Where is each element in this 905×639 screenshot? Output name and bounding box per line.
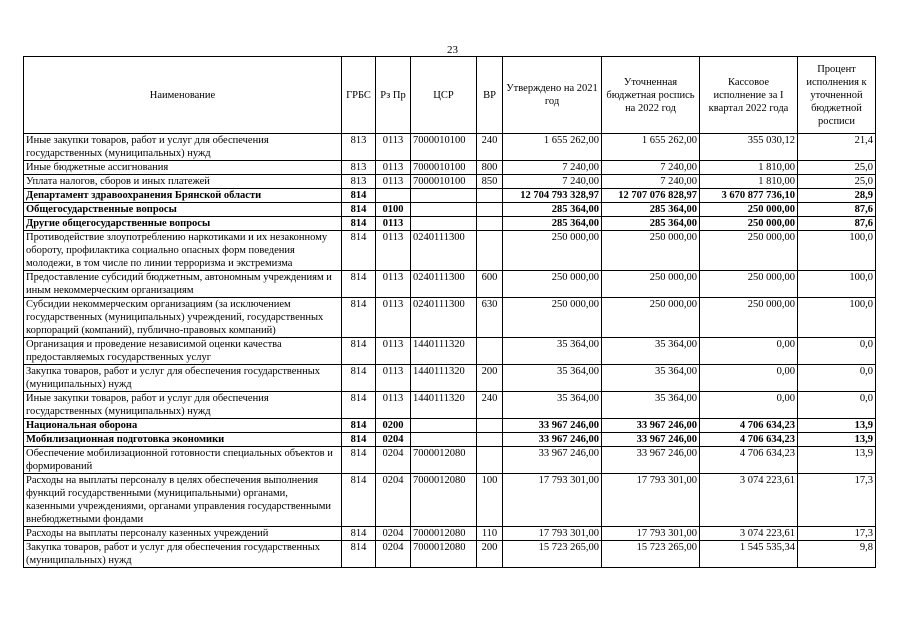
cell-approved: 35 364,00 [503,365,602,392]
cell-approved: 33 967 246,00 [503,419,602,433]
table-row [24,134,876,161]
cell-approved: 33 967 246,00 [503,433,602,447]
cell-percent: 25,0 [798,175,876,189]
cell-grbs: 814 [342,338,376,365]
cell-csr: 7000010100 [411,161,477,175]
cell-approved: 250 000,00 [503,271,602,298]
cell-name: Расходы на выплаты персоналу казенных учреждений [24,527,342,541]
cell-rzpr: 0204 [376,541,411,568]
cell-refined: 12 707 076 828,97 [602,189,700,203]
cell-percent: 100,0 [798,298,876,338]
cell-approved: 35 364,00 [503,392,602,419]
cell-csr [411,203,477,217]
cell-refined: 33 967 246,00 [602,419,700,433]
cell-grbs: 814 [342,203,376,217]
cell-name: Иные закупки товаров, работ и услуг для обеспечения государственных (муниципальных) нужд [24,134,342,161]
cell-cash: 0,00 [700,365,798,392]
cell-grbs: 814 [342,231,376,271]
cell-refined: 35 364,00 [602,338,700,365]
cell-approved: 1 655 262,00 [503,134,602,161]
cell-name: Иные закупки товаров, работ и услуг для обеспечения государственных (муниципальных) нужд [24,392,342,419]
cell-name: Иные бюджетные ассигнования [24,161,342,175]
cell-csr: 1440111320 [411,392,477,419]
cell-name: Закупка товаров, работ и услуг для обеспечения государственных (муниципальных) нужд [24,541,342,568]
cell-csr: 7000010100 [411,134,477,161]
cell-percent: 0,0 [798,392,876,419]
cell-vr: 240 [477,392,503,419]
cell-rzpr: 0204 [376,527,411,541]
cell-cash: 4 706 634,23 [700,419,798,433]
cell-rzpr: 0113 [376,134,411,161]
table-row [24,189,876,203]
cell-cash: 0,00 [700,338,798,365]
cell-cash: 4 706 634,23 [700,433,798,447]
cell-name: Общегосударственные вопросы [24,203,342,217]
cell-percent: 21,4 [798,134,876,161]
cell-rzpr: 0204 [376,447,411,474]
cell-rzpr: 0113 [376,217,411,231]
cell-cash: 250 000,00 [700,298,798,338]
cell-refined: 7 240,00 [602,161,700,175]
cell-percent: 100,0 [798,271,876,298]
cell-vr: 800 [477,161,503,175]
cell-refined: 285 364,00 [602,217,700,231]
header-vr: ВР [477,57,503,134]
cell-cash: 3 670 877 736,10 [700,189,798,203]
cell-percent: 28,9 [798,189,876,203]
cell-grbs: 814 [342,419,376,433]
cell-csr [411,189,477,203]
cell-grbs: 814 [342,189,376,203]
table-row [24,338,876,365]
cell-refined: 285 364,00 [602,203,700,217]
header-csr: ЦСР [411,57,477,134]
cell-grbs: 814 [342,474,376,527]
cell-cash: 250 000,00 [700,203,798,217]
cell-approved: 250 000,00 [503,298,602,338]
cell-percent: 100,0 [798,231,876,271]
cell-name: Организация и проведение независимой оценки качества предоставляемых государственных услуг [24,338,342,365]
cell-refined: 33 967 246,00 [602,447,700,474]
cell-percent: 9,8 [798,541,876,568]
cell-approved: 7 240,00 [503,175,602,189]
cell-name: Субсидии некоммерческим организациям (за исключением государственных (муниципальных) учреждений, государственных корпораций (компаний), публично-правовых компаний) [24,298,342,338]
cell-approved: 33 967 246,00 [503,447,602,474]
cell-csr: 0240111300 [411,271,477,298]
cell-vr: 100 [477,474,503,527]
cell-rzpr: 0113 [376,175,411,189]
cell-cash: 250 000,00 [700,271,798,298]
cell-grbs: 814 [342,541,376,568]
cell-name: Расходы на выплаты персоналу в целях обеспечения выполнения функций государственными (муниципальными) органами, казенными учреждениями, органами управления государственными внебюджетными фондами [24,474,342,527]
cell-name: Обеспечение мобилизационной готовности специальных объектов и формирований [24,447,342,474]
table-row [24,527,876,541]
cell-csr: 0240111300 [411,298,477,338]
cell-grbs: 814 [342,217,376,231]
cell-csr [411,419,477,433]
cell-csr [411,433,477,447]
cell-grbs: 814 [342,527,376,541]
table-row [24,298,876,338]
cell-refined: 35 364,00 [602,365,700,392]
cell-approved: 7 240,00 [503,161,602,175]
cell-vr: 630 [477,298,503,338]
cell-rzpr: 0113 [376,298,411,338]
table-row [24,231,876,271]
cell-cash: 4 706 634,23 [700,447,798,474]
cell-refined: 250 000,00 [602,271,700,298]
cell-csr: 7000012080 [411,541,477,568]
header-percent: Процент исполнения к уточненной бюджетной росписи [798,57,876,134]
header-grbs: ГРБС [342,57,376,134]
budget-execution-table [23,56,876,568]
cell-vr [477,433,503,447]
table-row [24,419,876,433]
cell-percent: 25,0 [798,161,876,175]
page-number: 23 [447,44,458,56]
cell-approved: 250 000,00 [503,231,602,271]
cell-cash: 3 074 223,61 [700,474,798,527]
cell-percent: 17,3 [798,527,876,541]
cell-percent: 13,9 [798,419,876,433]
cell-percent: 13,9 [798,447,876,474]
header-name: Наименование [24,57,342,134]
header-cash: Кассовое исполнение за I квартал 2022 года [700,57,798,134]
cell-csr: 7000012080 [411,447,477,474]
cell-refined: 1 655 262,00 [602,134,700,161]
cell-rzpr: 0113 [376,392,411,419]
cell-rzpr [376,189,411,203]
table-row [24,474,876,527]
table-row [24,175,876,189]
cell-approved: 17 793 301,00 [503,527,602,541]
cell-csr: 7000012080 [411,474,477,527]
cell-vr [477,189,503,203]
cell-refined: 7 240,00 [602,175,700,189]
cell-cash: 3 074 223,61 [700,527,798,541]
cell-cash: 355 030,12 [700,134,798,161]
cell-approved: 15 723 265,00 [503,541,602,568]
cell-csr: 1440111320 [411,338,477,365]
cell-rzpr: 0204 [376,474,411,527]
cell-cash: 1 810,00 [700,161,798,175]
cell-refined: 250 000,00 [602,298,700,338]
cell-vr: 110 [477,527,503,541]
cell-refined: 33 967 246,00 [602,433,700,447]
cell-vr [477,217,503,231]
cell-refined: 15 723 265,00 [602,541,700,568]
cell-vr: 200 [477,541,503,568]
cell-rzpr: 0113 [376,231,411,271]
table-row [24,392,876,419]
cell-grbs: 814 [342,392,376,419]
cell-csr: 0240111300 [411,231,477,271]
cell-name: Уплата налогов, сборов и иных платежей [24,175,342,189]
cell-grbs: 814 [342,271,376,298]
cell-vr: 850 [477,175,503,189]
table-row [24,433,876,447]
cell-rzpr: 0113 [376,271,411,298]
cell-cash: 250 000,00 [700,217,798,231]
table-row [24,161,876,175]
table-row [24,365,876,392]
cell-name: Мобилизационная подготовка экономики [24,433,342,447]
cell-percent: 0,0 [798,365,876,392]
cell-vr: 600 [477,271,503,298]
cell-grbs: 813 [342,134,376,161]
cell-rzpr: 0200 [376,419,411,433]
cell-percent: 0,0 [798,338,876,365]
cell-vr [477,419,503,433]
cell-rzpr: 0113 [376,338,411,365]
cell-vr [477,447,503,474]
cell-rzpr: 0113 [376,161,411,175]
cell-name: Предоставление субсидий бюджетным, автономным учреждениям и иным некоммерческим организациям [24,271,342,298]
header-refined: Уточненная бюджетная роспись на 2022 год [602,57,700,134]
table-row [24,541,876,568]
cell-cash: 1 545 535,34 [700,541,798,568]
cell-cash: 250 000,00 [700,231,798,271]
cell-approved: 285 364,00 [503,217,602,231]
table-row [24,217,876,231]
cell-rzpr: 0204 [376,433,411,447]
cell-csr [411,217,477,231]
cell-approved: 285 364,00 [503,203,602,217]
cell-percent: 17,3 [798,474,876,527]
cell-grbs: 814 [342,433,376,447]
cell-percent: 87,6 [798,203,876,217]
cell-cash: 1 810,00 [700,175,798,189]
cell-csr: 1440111320 [411,365,477,392]
table-row [24,203,876,217]
cell-vr [477,231,503,271]
cell-name: Другие общегосударственные вопросы [24,217,342,231]
cell-grbs: 813 [342,175,376,189]
cell-percent: 87,6 [798,217,876,231]
cell-name: Департамент здравоохранения Брянской области [24,189,342,203]
cell-grbs: 813 [342,161,376,175]
table-header-row [24,57,876,134]
table-row [24,447,876,474]
cell-refined: 35 364,00 [602,392,700,419]
cell-cash: 0,00 [700,392,798,419]
cell-refined: 17 793 301,00 [602,527,700,541]
cell-vr: 240 [477,134,503,161]
cell-vr: 200 [477,365,503,392]
cell-name: Закупка товаров, работ и услуг для обеспечения государственных (муниципальных) нужд [24,365,342,392]
header-rzpr: Рз Пр [376,57,411,134]
cell-grbs: 814 [342,365,376,392]
cell-approved: 35 364,00 [503,338,602,365]
cell-csr: 7000010100 [411,175,477,189]
cell-rzpr: 0100 [376,203,411,217]
cell-vr [477,203,503,217]
cell-approved: 17 793 301,00 [503,474,602,527]
cell-percent: 13,9 [798,433,876,447]
header-approved: Утверждено на 2021 год [503,57,602,134]
cell-vr [477,338,503,365]
cell-refined: 250 000,00 [602,231,700,271]
cell-grbs: 814 [342,447,376,474]
cell-approved: 12 704 793 328,97 [503,189,602,203]
cell-grbs: 814 [342,298,376,338]
cell-rzpr: 0113 [376,365,411,392]
cell-name: Национальная оборона [24,419,342,433]
table-row [24,271,876,298]
cell-refined: 17 793 301,00 [602,474,700,527]
cell-csr: 7000012080 [411,527,477,541]
cell-name: Противодействие злоупотреблению наркотиками и их незаконному обороту, профилактика социально опасных форм поведения молодежи, в том числе по линии терроризма и экстремизма [24,231,342,271]
